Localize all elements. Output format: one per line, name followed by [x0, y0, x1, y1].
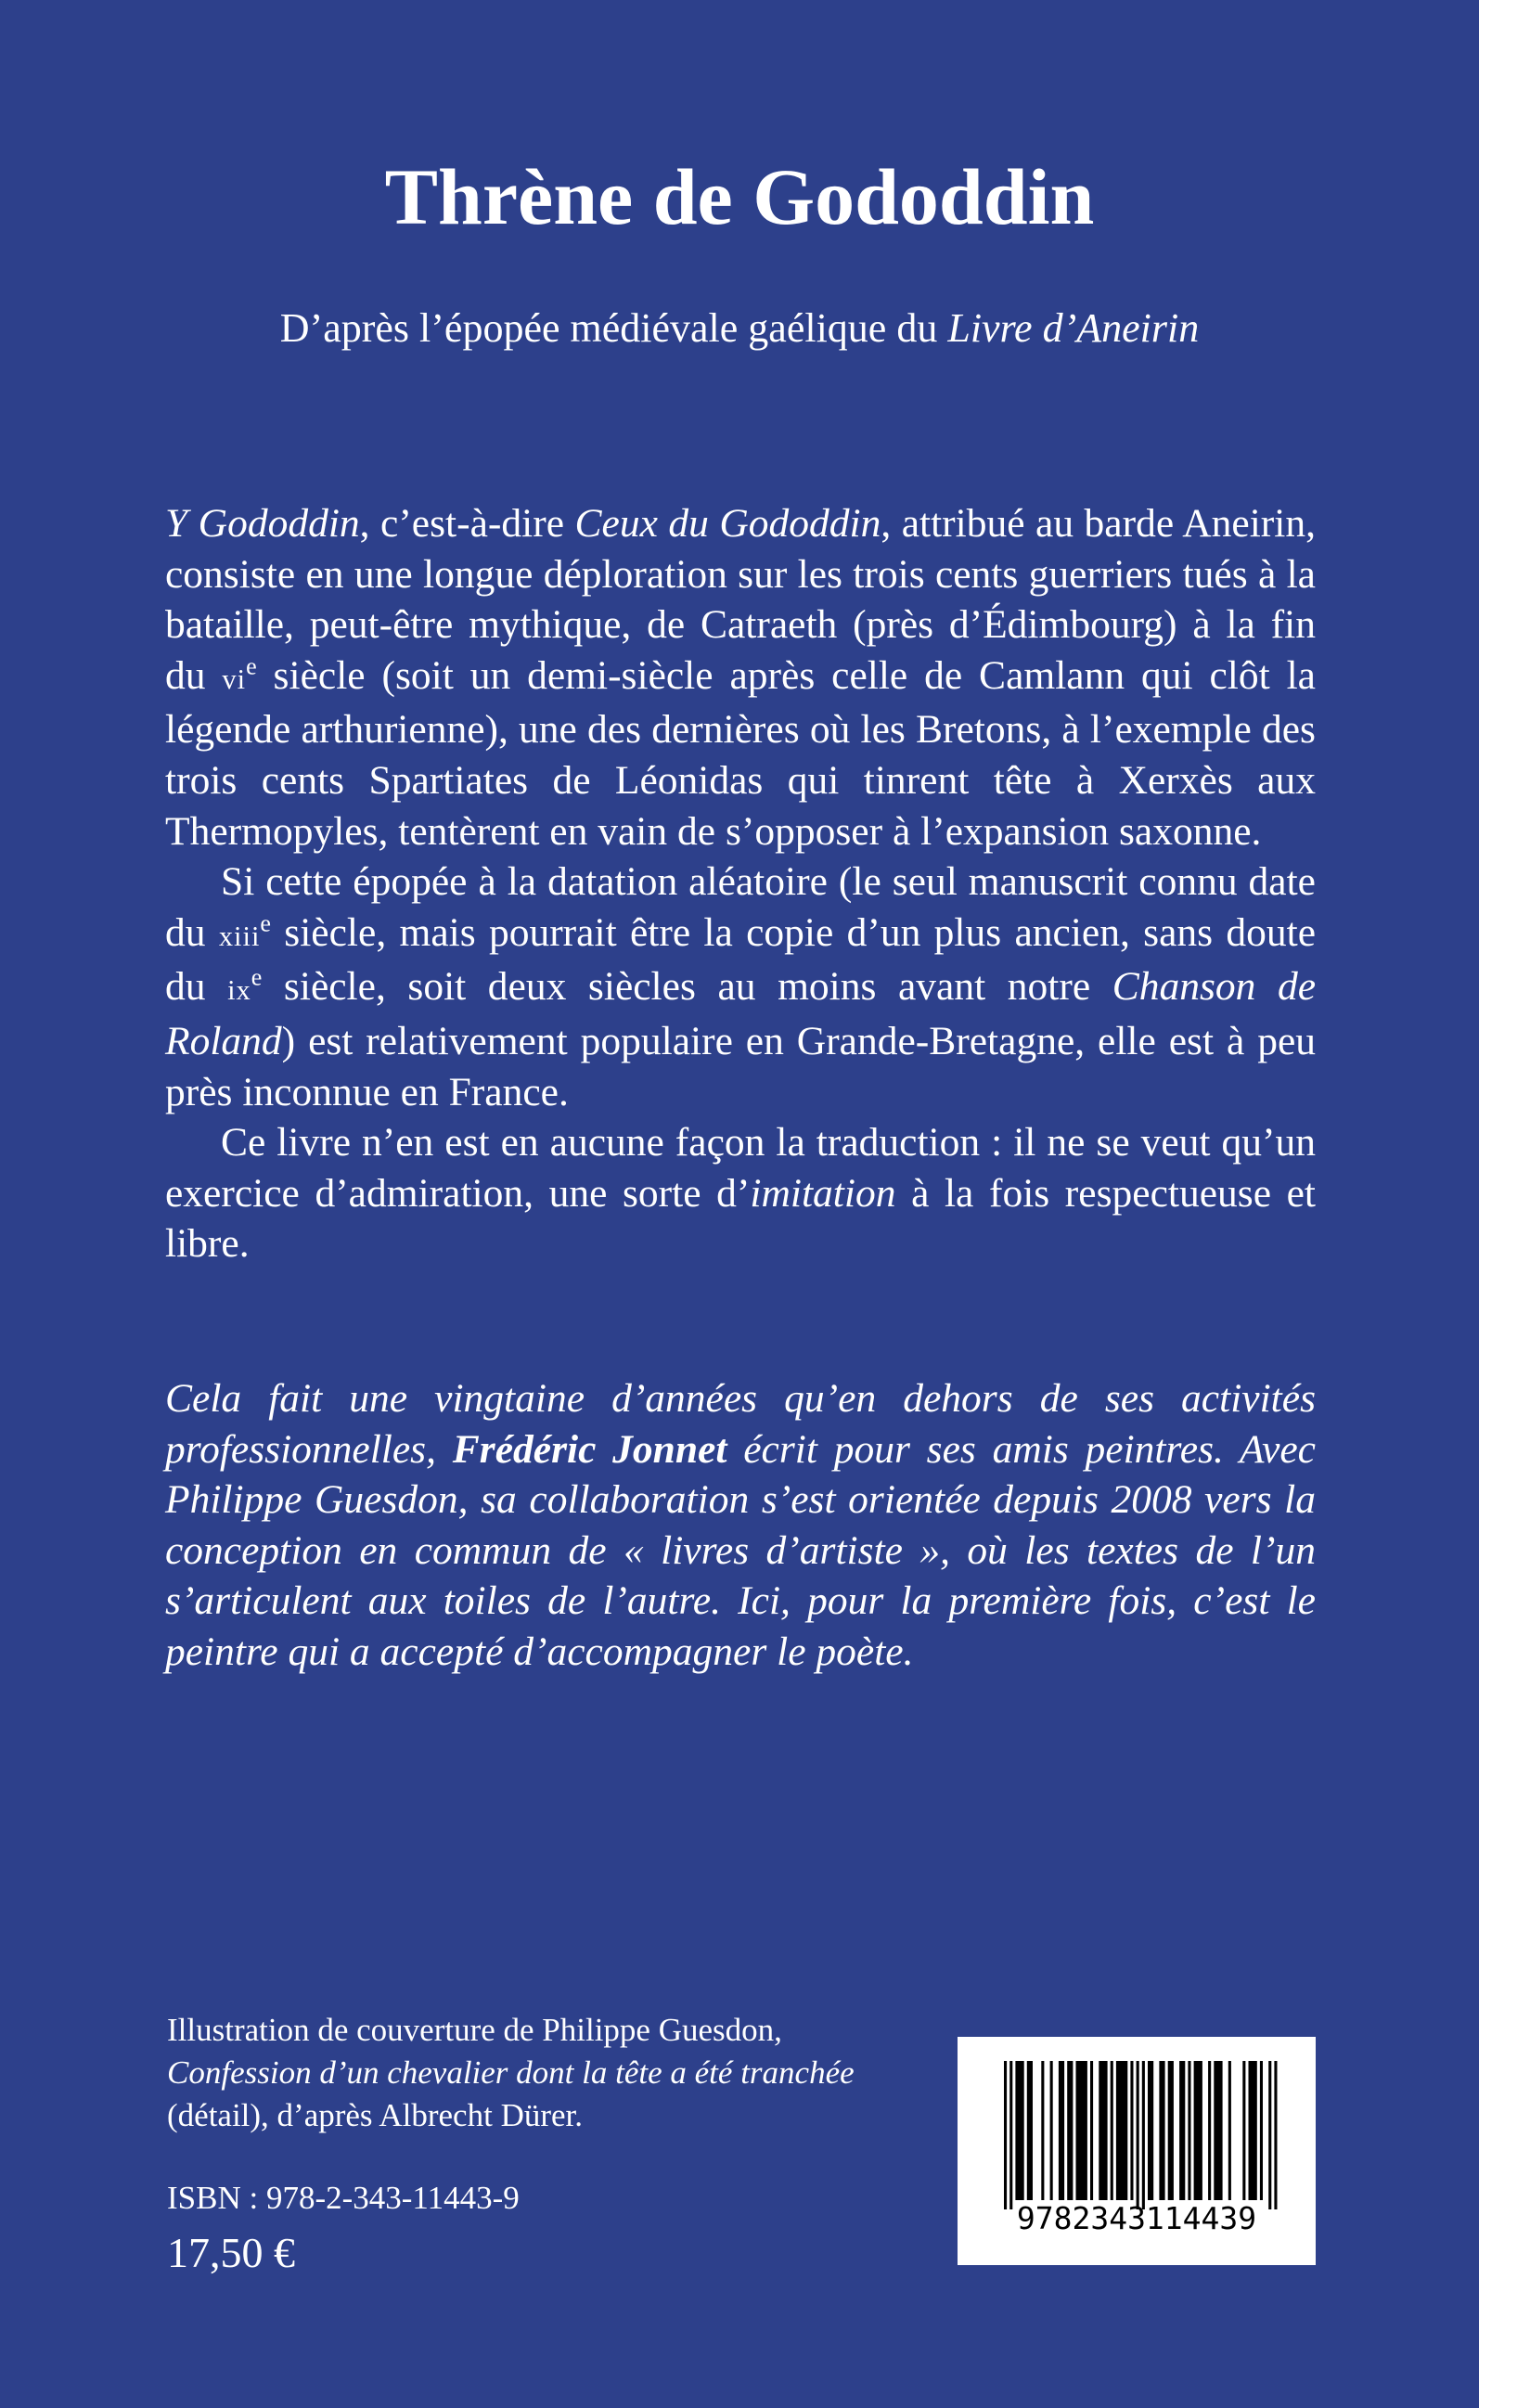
barcode-bar [1041, 2061, 1044, 2200]
subtitle-source: Livre d’Aneirin [947, 305, 1200, 351]
barcode-bar [1274, 2061, 1277, 2209]
blurb [165, 498, 1316, 1269]
barcode-bar [1004, 2061, 1007, 2209]
book-subtitle [0, 303, 1479, 354]
barcode [958, 2037, 1316, 2265]
barcode-bar [1142, 2061, 1145, 2209]
blurb-paragraph-1: Y Gododdin, c’est-à-dire Ceux du Gododdin, attribué au barde Aneirin, consiste en une longue déploration sur les trois cents guerriers tués à la bataille, peut-être mythique, de Catraeth (près d’Édimbourg) à la fin du $vi^e$ siècle (soit un demi-siècle après celle de Camlann qui clôt la légende arthurienne), une des dernières où les Bretons, à l’exemple des trois cents Spartiates de Léonidas qui tinrent tête à Xerxès aux Thermopyles, tentèrent en vain de s’opposer à l’expansion saxonne. [165, 501, 1316, 854]
barcode-bar [1179, 2061, 1185, 2200]
barcode-bar [1067, 2061, 1073, 2200]
barcode-bar [1249, 2061, 1257, 2200]
barcode-bar [1009, 2061, 1012, 2209]
barcode-bar [1168, 2061, 1174, 2200]
isbn: ISBN : 978-2-343-11443-9 [167, 2180, 520, 2216]
barcode-bar [1027, 2061, 1033, 2200]
author-name: Frédéric Jonnet [452, 1426, 727, 1472]
barcode-bar [1148, 2061, 1153, 2200]
price: 17,50 € [167, 2229, 295, 2276]
subtitle-text: D’après l’épopée médiévale gaélique du [279, 305, 948, 351]
blurb-paragraph-3: Ce livre n’en est en aucune façon la traduction : il ne se veut qu’un exercice d’admiration, une sorte d’imitation à la fois respectueuse et libre. [165, 1120, 1317, 1267]
barcode-bar [1116, 2061, 1127, 2200]
barcode-bar [1099, 2061, 1107, 2200]
barcode-bar [1260, 2061, 1263, 2200]
cover-illustration-credit [167, 2009, 928, 2137]
barcode-bar [1076, 2061, 1087, 2200]
barcode-bar [1188, 2061, 1190, 2200]
barcode-bar [1159, 2061, 1164, 2200]
credit-line-1: Illustration de couverture de Philippe Guesdon, [167, 2012, 782, 2048]
barcode-bars [1004, 2061, 1278, 2209]
barcode-graphic [958, 2037, 1316, 2265]
barcode-bar [1228, 2061, 1231, 2200]
barcode-bar [1130, 2061, 1133, 2200]
barcode-bar [1059, 2061, 1064, 2200]
barcode-bar [1208, 2061, 1211, 2200]
credit-line-2: Confession d’un chevalier dont la tête a été tranchée [167, 2054, 855, 2091]
credit-line-3: (détail), d’après Albrecht Dürer. [167, 2097, 584, 2133]
book-title: Thrène de Gododdin [384, 152, 1095, 241]
barcode-bar [1015, 2061, 1023, 2200]
author-bio: Cela fait une vingtaine d’années qu’en dehors de ses activités professionnelles, Frédéric Jonnet écrit pour ses amis peintres. Avec Philippe Guesdon, sa collaboration s’est orientée depuis 2008 vers la conception en commun de « livres d’artiste », où les textes de l’un s’articulent aux toiles de l’autre. Ici, pour la première fois, c’est le peintre qui a accepté d’accompagner le poète. [165, 1376, 1316, 1674]
barcode-bar [1137, 2061, 1139, 2209]
barcode-digits: 9782343114439 [1016, 2200, 1257, 2236]
barcode-bar [1194, 2061, 1202, 2200]
barcode-bar [1050, 2061, 1053, 2200]
barcode-bar [1090, 2061, 1093, 2200]
barcode-bar [1111, 2061, 1113, 2200]
blurb-paragraph-2: Si cette épopée à la datation aléatoire (le seul manuscrit connu date du xiii$^e$ siècle, mais pourrait être la copie d’un plus ancien, sans doute du $ix^e$ siècle, soit deux siècles au moins avant notre Chanson de Roland) est relativement populaire en Grande-Bretagne, elle est à peu près inconnue en France. [165, 859, 1317, 1114]
barcode-bar [1268, 2061, 1271, 2209]
barcode-bar [1214, 2061, 1222, 2200]
barcode-bar [1242, 2061, 1245, 2200]
